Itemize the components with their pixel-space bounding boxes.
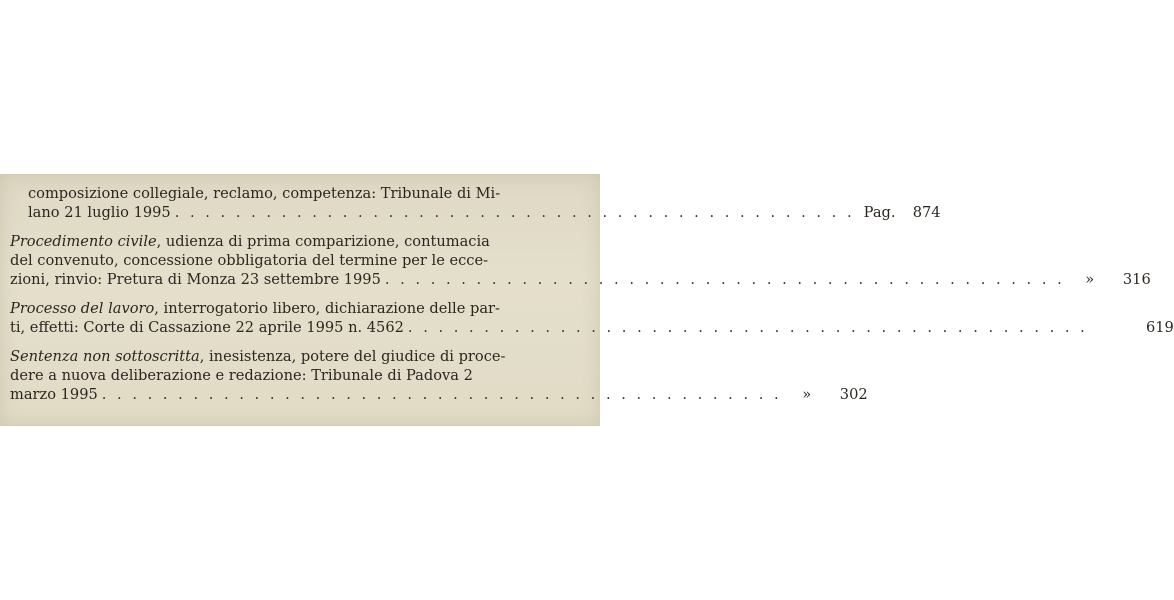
page-number: 619: [1145, 319, 1174, 336]
entry-line: [10, 232, 588, 251]
entry-title: Sentenza non sottoscritta: [10, 348, 200, 365]
entry-text: , udienza di prima comparizione, contumacia: [156, 233, 490, 250]
entry-title: Processo del lavoro: [10, 300, 155, 317]
entry-text: ti, effetti: Corte di Cassazione 22 aprile 1995 n. 4562: [10, 319, 404, 336]
entry-line: [10, 251, 588, 270]
entry-text: , interrogatorio libero, dichiarazione delle par-: [154, 300, 500, 317]
index-entry: [10, 184, 941, 222]
entry-text: del convenuto, concessione obbligatoria del termine per le ecce-: [10, 252, 489, 269]
entry-line: [10, 366, 588, 385]
entry-line: [10, 347, 588, 366]
page-number: 302: [839, 386, 868, 403]
leader-dots: . . . . . . . . . . . . . . . . . . . . . . . . . . . . . . . . . . . . . . . . . . . . .: [174, 204, 855, 221]
page-marker: »: [1085, 271, 1095, 288]
entry-text: marzo 1995: [10, 386, 98, 403]
leader-dots: . . . . . . . . . . . . . . . . . . . . . . . . . . . . . . . . . . . . . . . . . . . . .: [407, 319, 1088, 336]
leader-dots: . . . . . . . . . . . . . . . . . . . . . . . . . . . . . . . . . . . . . . . . . . . . .: [101, 386, 782, 403]
entry-last-line: [10, 270, 1151, 289]
entry-title: Procedimento civile: [10, 233, 157, 250]
page-marker: »: [802, 386, 812, 403]
leader-dots: . . . . . . . . . . . . . . . . . . . . . . . . . . . . . . . . . . . . . . . . . . . . .: [384, 271, 1065, 288]
index-page-scan: [0, 174, 1174, 426]
entry-line: [28, 184, 588, 203]
entry-last-line: [10, 318, 1174, 337]
page-number: 874: [912, 204, 941, 221]
entry-text: lano 21 luglio 1995: [28, 204, 171, 221]
entry-text: zioni, rinvio: Pretura di Monza 23 settembre 1995: [10, 271, 381, 288]
index-entries: [10, 184, 1174, 414]
entry-last-line: [28, 203, 941, 222]
index-entry: [10, 347, 868, 404]
page-marker: Pag.: [863, 204, 896, 221]
entry-text: dere a nuova deliberazione e redazione: Tribunale di Padova 2: [10, 367, 473, 384]
entry-text: , inesistenza, potere del giudice di proce-: [199, 348, 506, 365]
page-number: 316: [1122, 271, 1151, 288]
entry-text: composizione collegiale, reclamo, competenza: Tribunale di Mi-: [28, 185, 501, 202]
index-entry: [10, 232, 1151, 289]
index-entry: [10, 299, 1174, 337]
entry-last-line: [10, 385, 868, 404]
entry-line: [10, 299, 588, 318]
